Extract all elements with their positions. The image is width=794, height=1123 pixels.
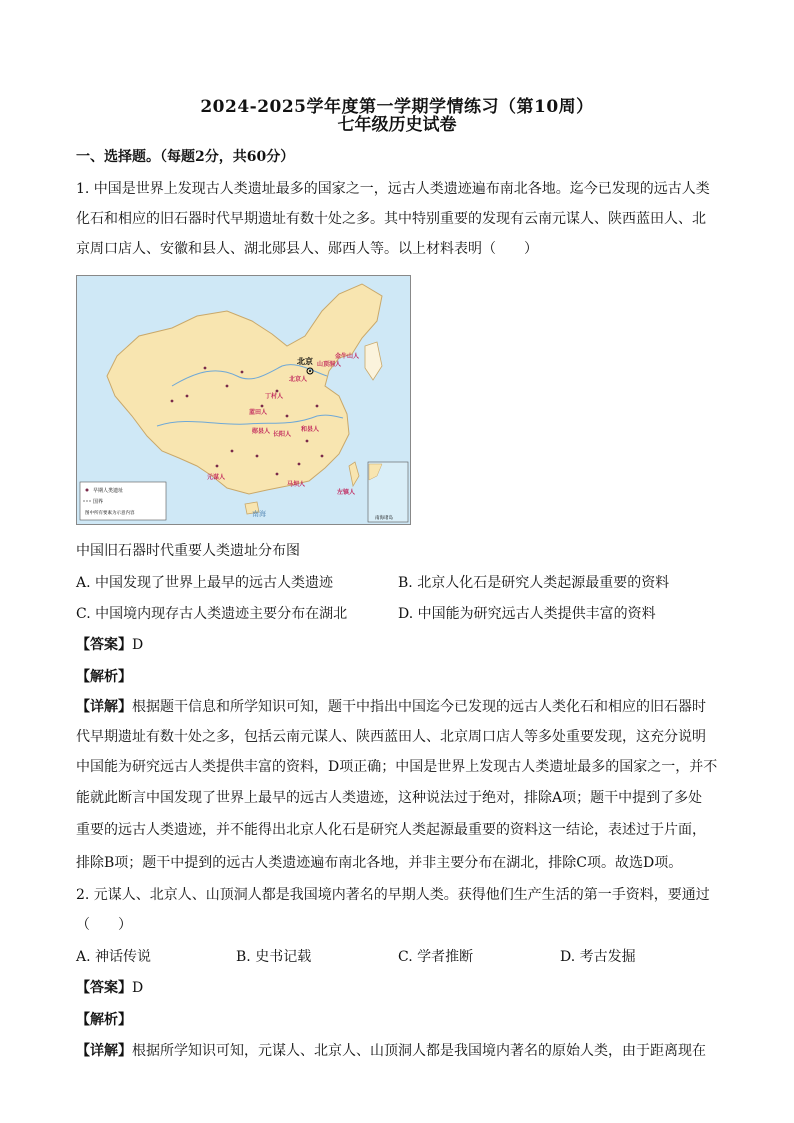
q2-stem-line2: （ ） — [76, 917, 132, 933]
q1-analysis-tag — [76, 666, 132, 686]
q1-option-d: D. 中国能为研究远古人类提供丰富的资料 — [398, 606, 656, 622]
map-label-beijingren: 北京人 — [289, 376, 308, 383]
section-heading: 一、选择题。（每题2分，共60分） — [76, 149, 295, 165]
legend-border-label: 国界 — [93, 499, 104, 505]
q2-analysis-label: 【解析】 — [76, 1012, 132, 1028]
q2-option-c: C. 学者推断 — [398, 949, 474, 965]
q2-option-d: D. 考古发掘 — [560, 949, 636, 965]
map-label-zuozhen: 左镇人 — [337, 489, 356, 496]
q1-detail-text-1: 根据题干信息和所学知识可知，题干中指出中国迄今已发现的远古人类化石和相应的旧石器时 — [132, 699, 706, 715]
q2-option-b: B. 史书记载 — [236, 949, 312, 965]
q1-detail-line6: 排除B项；题干中提到的远古人类遗迹遍布南北各地，并非主要分布在湖北，排除C项。故选D项。 — [76, 855, 683, 871]
q1-detail-line3: 中国能为研究远古人类提供丰富的资料，D项正确；中国是世界上发现古人类遗址最多的国家之一，并不 — [76, 759, 718, 775]
q1-detail-line5: 重要的远古人类遗迹，并不能得出北京人化石是研究人类起源最重要的资料这一结论，表述过于片面， — [76, 822, 706, 838]
q2-answer-value: D — [132, 980, 144, 996]
q1-analysis-label: 【解析】 — [76, 669, 132, 685]
q2-detail-line1 — [76, 1036, 722, 1066]
map-label-lantian: 蓝田人 — [249, 409, 268, 416]
q2-option-a: A. 神话传说 — [76, 949, 152, 965]
q1-option-a: A. 中国发现了世界上最早的远古人类遗迹 — [76, 575, 334, 591]
map-caption: 中国旧石器时代重要人类遗址分布图 — [76, 543, 300, 559]
q2-answer — [76, 977, 143, 997]
q1-detail-line4: 能就此断言中国发现了世界上最早的远古人类遗迹，这种说法过于绝对，排除A项；题干中提到了多处 — [76, 790, 703, 806]
legend-site-label: 早期人类遗址 — [93, 488, 124, 494]
q1-stem-line2: 化石和相应的旧石器时代早期遗址有数十处之多。其中特别重要的发现有云南元谋人、陕西蓝田人、北 — [76, 211, 706, 227]
legend-note: 图中所有要素为示意内容 — [85, 511, 135, 516]
exam-subtitle: 七年级历史试卷 — [337, 115, 457, 135]
map-label-yunxian: 郧县人 — [252, 428, 271, 435]
q1-detail-line2: 代早期遗址有数十处之多，包括云南元谋人、陕西蓝田人、北京周口店人等多处重要发现，这充分说明 — [76, 729, 706, 745]
q1-stem-line1: 1. 中国是世界上发现古人类遗址最多的国家之一，远古人类遗迹遍布南北各地。迄今已发现的远古人类 — [76, 181, 710, 197]
q1-stem-line3: 京周口店人、安徽和县人、湖北郧县人、郧西人等。以上材料表明（ ） — [76, 241, 538, 257]
map-label-shandingdong: 山顶洞人 — [317, 361, 342, 368]
map-label-maba: 马坝人 — [287, 481, 306, 488]
map-label-yuanmou: 元谋人 — [207, 474, 226, 481]
inset-label: 南海诸岛 — [375, 516, 393, 521]
q2-stem-line1: 2. 元谋人、北京人、山顶洞人都是我国境内著名的早期人类。获得他们生产生活的第一手资料，要通过 — [76, 887, 710, 903]
map-label-jinniushan: 金牛山人 — [335, 353, 360, 360]
q1-detail-line1 — [76, 692, 722, 722]
exam-title: 2024-2025学年度第一学期学情练习（第10周） — [200, 97, 594, 117]
map-label-changyang: 长阳人 — [273, 431, 292, 438]
map-label-beijing: 北京 — [297, 356, 313, 366]
sea-label: 南海 — [252, 510, 266, 518]
q1-answer-value: D — [132, 637, 144, 653]
china-paleolithic-sites-map — [76, 275, 411, 525]
q1-option-c: C. 中国境内现存古人类遗迹主要分布在湖北 — [76, 606, 348, 622]
q2-detail-text-1: 根据所学知识可知，元谋人、北京人、山顶洞人都是我国境内著名的原始人类，由于距离现在 — [132, 1043, 706, 1059]
q1-detail-tag: 【详解】 — [76, 699, 132, 715]
map-label-hexian: 和县人 — [301, 426, 320, 433]
map-label-dingcun: 丁村人 — [265, 393, 284, 400]
q1-answer — [76, 634, 143, 654]
q2-detail-tag: 【详解】 — [76, 1043, 132, 1059]
q1-option-b: B. 北京人化石是研究人类起源最重要的资料 — [398, 575, 670, 591]
map-graphic — [77, 276, 410, 524]
q2-answer-tag: 【答案】 — [76, 980, 132, 996]
q1-answer-tag: 【答案】 — [76, 637, 132, 653]
q2-analysis-tag — [76, 1009, 132, 1029]
